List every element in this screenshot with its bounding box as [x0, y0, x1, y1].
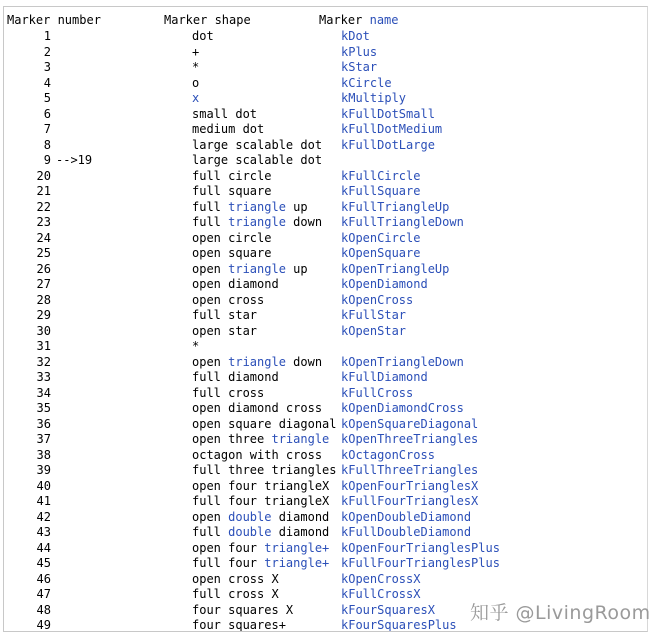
marker-name: kFullDotLarge	[341, 137, 435, 152]
marker-shape	[192, 29, 214, 44]
marker-shape	[192, 200, 308, 215]
shape-text: diamond	[271, 525, 330, 539]
shape-text: *	[192, 339, 200, 353]
marker-number: 2	[43, 44, 51, 59]
shape-text: full diamond	[192, 370, 279, 384]
shape-text: full	[192, 199, 229, 214]
table-row	[4, 401, 644, 416]
marker-shape	[192, 401, 322, 416]
marker-shape	[192, 153, 322, 168]
marker-number: 3	[43, 60, 51, 74]
shape-keyword: triangle	[271, 432, 330, 446]
marker-shape	[192, 355, 322, 370]
marker-shape	[192, 541, 329, 556]
marker-shape	[192, 324, 257, 339]
table-row	[4, 386, 644, 401]
shape-text: open	[192, 509, 229, 524]
marker-shape	[192, 231, 271, 246]
table-row	[4, 45, 644, 60]
shape-text: four squares+	[192, 618, 286, 632]
marker-number: 32	[36, 354, 51, 369]
table-row	[4, 293, 644, 308]
shape-text: up	[285, 261, 308, 276]
marker-name: kOpenFourTrianglesPlus	[341, 540, 500, 555]
marker-number: 24	[36, 230, 51, 245]
marker-name: kFullDotMedium	[341, 122, 443, 136]
marker-number: 47	[36, 587, 51, 601]
table-row	[4, 510, 644, 525]
table-row	[4, 246, 644, 261]
marker-name: kOpenFourTrianglesX	[341, 478, 479, 493]
shape-keyword: double	[228, 509, 272, 524]
marker-shape	[192, 262, 308, 277]
shape-keyword: triangle	[228, 354, 286, 369]
marker-shape	[192, 277, 279, 292]
shape-text: open four	[192, 540, 265, 555]
marker-number: 27	[36, 277, 51, 291]
marker-shape	[192, 308, 257, 323]
marker-name: kOpenTriangleDown	[341, 354, 464, 369]
shape-text: open circle	[192, 230, 272, 245]
marker-number: 29	[36, 308, 51, 322]
marker-shape	[192, 293, 264, 308]
shape-text: +	[192, 44, 200, 59]
marker-number: 37	[36, 432, 51, 446]
marker-name: kFullThreeTriangles	[341, 463, 479, 477]
table-row	[4, 479, 644, 494]
marker-number: 9	[43, 153, 51, 167]
shape-keyword: double	[228, 525, 272, 539]
marker-number: 8	[43, 137, 51, 152]
table-row	[4, 231, 644, 246]
shape-text: dot	[192, 29, 214, 43]
shape-text: open diamond cross	[192, 401, 323, 415]
table-row	[4, 308, 644, 323]
table-row	[4, 138, 644, 153]
table-row	[4, 29, 644, 44]
marker-name: kFullTriangleDown	[341, 215, 464, 229]
marker-name: kFullDotSmall	[341, 106, 435, 121]
marker-number: 43	[36, 525, 51, 539]
shape-text: open four triangleX	[192, 478, 330, 493]
marker-name: kOctagonCross	[341, 447, 435, 462]
shape-text: *	[192, 60, 200, 74]
marker-number: 4	[43, 75, 51, 90]
header-marker-shape: Marker shape	[164, 13, 251, 27]
marker-number: 49	[36, 618, 51, 632]
shape-text: full cross X	[192, 587, 279, 601]
marker-shape	[192, 448, 322, 463]
marker-name: kOpenDiamondCross	[341, 401, 464, 415]
table-row	[4, 541, 644, 556]
shape-text: open square diagonal	[192, 416, 337, 431]
table-row	[4, 91, 644, 106]
marker-shape	[192, 556, 329, 571]
marker-shape	[192, 215, 322, 230]
marker-name: kOpenStar	[341, 323, 407, 338]
shape-text: open square	[192, 246, 272, 260]
marker-name: kOpenSquareDiagonal	[341, 416, 479, 431]
marker-number: 1	[43, 29, 51, 43]
marker-name: kFullCrossX	[341, 587, 421, 601]
marker-shape	[192, 510, 329, 525]
shape-text: full	[192, 525, 229, 539]
marker-number: 20	[36, 168, 51, 183]
shape-text: medium dot	[192, 122, 265, 136]
shape-keyword: x	[192, 91, 200, 105]
table-row	[4, 494, 644, 509]
marker-name: kFullTriangleUp	[341, 199, 450, 214]
code-listing-panel	[3, 6, 648, 632]
header-marker-number: Marker number	[7, 13, 101, 27]
table-row	[4, 60, 644, 75]
shape-text: full	[192, 215, 229, 229]
table-row	[4, 169, 644, 184]
table-row	[4, 556, 644, 571]
marker-number-note: -->19	[56, 153, 93, 167]
marker-number: 46	[36, 571, 51, 586]
shape-text: open diamond	[192, 277, 279, 291]
header-marker-name: Marker name	[319, 13, 399, 27]
shape-text: open star	[192, 323, 258, 338]
marker-number: 39	[36, 463, 51, 477]
shape-keyword: triangle+	[264, 540, 330, 555]
marker-name: kOpenDoubleDiamond	[341, 509, 472, 524]
marker-name: kFullSquare	[341, 184, 421, 198]
marker-shape	[192, 107, 257, 122]
table-row	[4, 277, 644, 292]
shape-keyword: triangle	[228, 215, 286, 229]
table-row	[4, 324, 644, 339]
marker-number: 31	[36, 339, 51, 353]
marker-number: 23	[36, 215, 51, 229]
marker-name: kFullFourTrianglesX	[341, 494, 479, 508]
marker-shape	[192, 417, 337, 432]
marker-number: 28	[36, 292, 51, 307]
watermark: 知乎 @LivingRoom	[470, 602, 651, 624]
marker-shape	[192, 246, 271, 261]
marker-number: 21	[36, 184, 51, 198]
marker-name: kDot	[341, 29, 370, 43]
marker-shape	[192, 618, 286, 632]
marker-number: 41	[36, 494, 51, 508]
shape-text: small dot	[192, 106, 258, 121]
shape-text: full four	[192, 556, 265, 570]
shape-text: down	[285, 354, 323, 369]
marker-name: kOpenCrossX	[341, 571, 421, 586]
marker-name: kFullCross	[341, 385, 414, 400]
table-row	[4, 417, 644, 432]
marker-shape	[192, 45, 199, 60]
marker-name: kFullFourTrianglesPlus	[341, 556, 500, 570]
shape-text: full square	[192, 184, 272, 198]
table-row	[4, 463, 644, 478]
marker-number: 22	[36, 199, 51, 214]
marker-number: 33	[36, 370, 51, 384]
shape-text: open cross X	[192, 571, 279, 586]
marker-name: kPlus	[341, 44, 378, 59]
marker-name: kOpenCircle	[341, 230, 421, 245]
marker-name: kFullCircle	[341, 168, 421, 183]
marker-name: kFullDoubleDiamond	[341, 525, 472, 539]
marker-number: 26	[36, 261, 51, 276]
shape-text: open	[192, 354, 229, 369]
marker-shape	[192, 138, 322, 153]
marker-shape	[192, 525, 329, 540]
shape-text: octagon with cross	[192, 447, 323, 462]
marker-shape	[192, 479, 329, 494]
marker-number: 35	[36, 401, 51, 415]
shape-text: diamond	[271, 509, 330, 524]
marker-number: 36	[36, 416, 51, 431]
table-row	[4, 339, 644, 354]
table-row	[4, 153, 644, 168]
marker-name: kFullStar	[341, 308, 407, 322]
shape-text: full circle	[192, 168, 272, 183]
marker-name: kOpenCross	[341, 292, 414, 307]
table-row	[4, 262, 644, 277]
shape-text: open cross	[192, 292, 265, 307]
shape-text: o	[192, 75, 200, 90]
shape-text: full cross	[192, 385, 265, 400]
marker-name: kOpenDiamond	[341, 277, 428, 291]
table-row	[4, 184, 644, 199]
marker-name: kFourSquaresX	[341, 602, 435, 617]
table-row	[4, 572, 644, 587]
marker-shape	[192, 603, 293, 618]
marker-number: 7	[43, 122, 51, 136]
marker-name: kCircle	[341, 75, 392, 90]
marker-shape	[192, 91, 199, 106]
marker-shape	[192, 184, 271, 199]
shape-text: four squares X	[192, 602, 294, 617]
table-row	[4, 122, 644, 137]
marker-shape	[192, 339, 199, 354]
table-row	[4, 448, 644, 463]
table-header	[4, 13, 399, 28]
shape-keyword: triangle+	[264, 556, 330, 570]
marker-name: kFourSquaresPlus	[341, 618, 457, 632]
shape-keyword: triangle	[228, 261, 286, 276]
marker-shape	[192, 494, 329, 509]
marker-number: 42	[36, 509, 51, 524]
marker-shape	[192, 572, 279, 587]
table-row	[4, 200, 644, 215]
marker-shape	[192, 386, 264, 401]
marker-shape	[192, 587, 279, 602]
table-row	[4, 432, 644, 447]
shape-text: open three	[192, 432, 272, 446]
marker-shape	[192, 60, 199, 75]
marker-number: 34	[36, 385, 51, 400]
shape-text: full four triangleX	[192, 494, 330, 508]
marker-number: 40	[36, 478, 51, 493]
table-row	[4, 355, 644, 370]
marker-number: 48	[36, 602, 51, 617]
shape-text: down	[285, 215, 323, 229]
shape-text: up	[285, 199, 308, 214]
marker-name: kStar	[341, 60, 378, 74]
marker-number: 45	[36, 556, 51, 570]
marker-number: 25	[36, 246, 51, 260]
marker-shape	[192, 432, 329, 447]
shape-text: large scalable dot	[192, 153, 323, 167]
shape-text: open	[192, 261, 229, 276]
shape-keyword: triangle	[228, 199, 286, 214]
marker-shape	[192, 122, 264, 137]
marker-number: 38	[36, 447, 51, 462]
marker-number: 30	[36, 323, 51, 338]
table-row	[4, 76, 644, 91]
marker-shape	[192, 76, 199, 91]
table-row	[4, 215, 644, 230]
table-row	[4, 107, 644, 122]
marker-shape	[192, 169, 271, 184]
marker-shape	[192, 370, 279, 385]
table-row	[4, 370, 644, 385]
marker-name: kMultiply	[341, 91, 407, 105]
marker-shape	[192, 463, 337, 478]
shape-text: large scalable dot	[192, 137, 323, 152]
marker-number: 5	[43, 91, 51, 105]
marker-number: 6	[43, 106, 51, 121]
shape-text: full star	[192, 308, 258, 322]
marker-name: kOpenSquare	[341, 246, 421, 260]
shape-text: full three triangles	[192, 463, 337, 477]
marker-number: 44	[36, 540, 51, 555]
marker-name: kOpenTriangleUp	[341, 261, 450, 276]
marker-name: kOpenThreeTriangles	[341, 432, 479, 446]
marker-name: kFullDiamond	[341, 370, 428, 384]
table-row	[4, 525, 644, 540]
